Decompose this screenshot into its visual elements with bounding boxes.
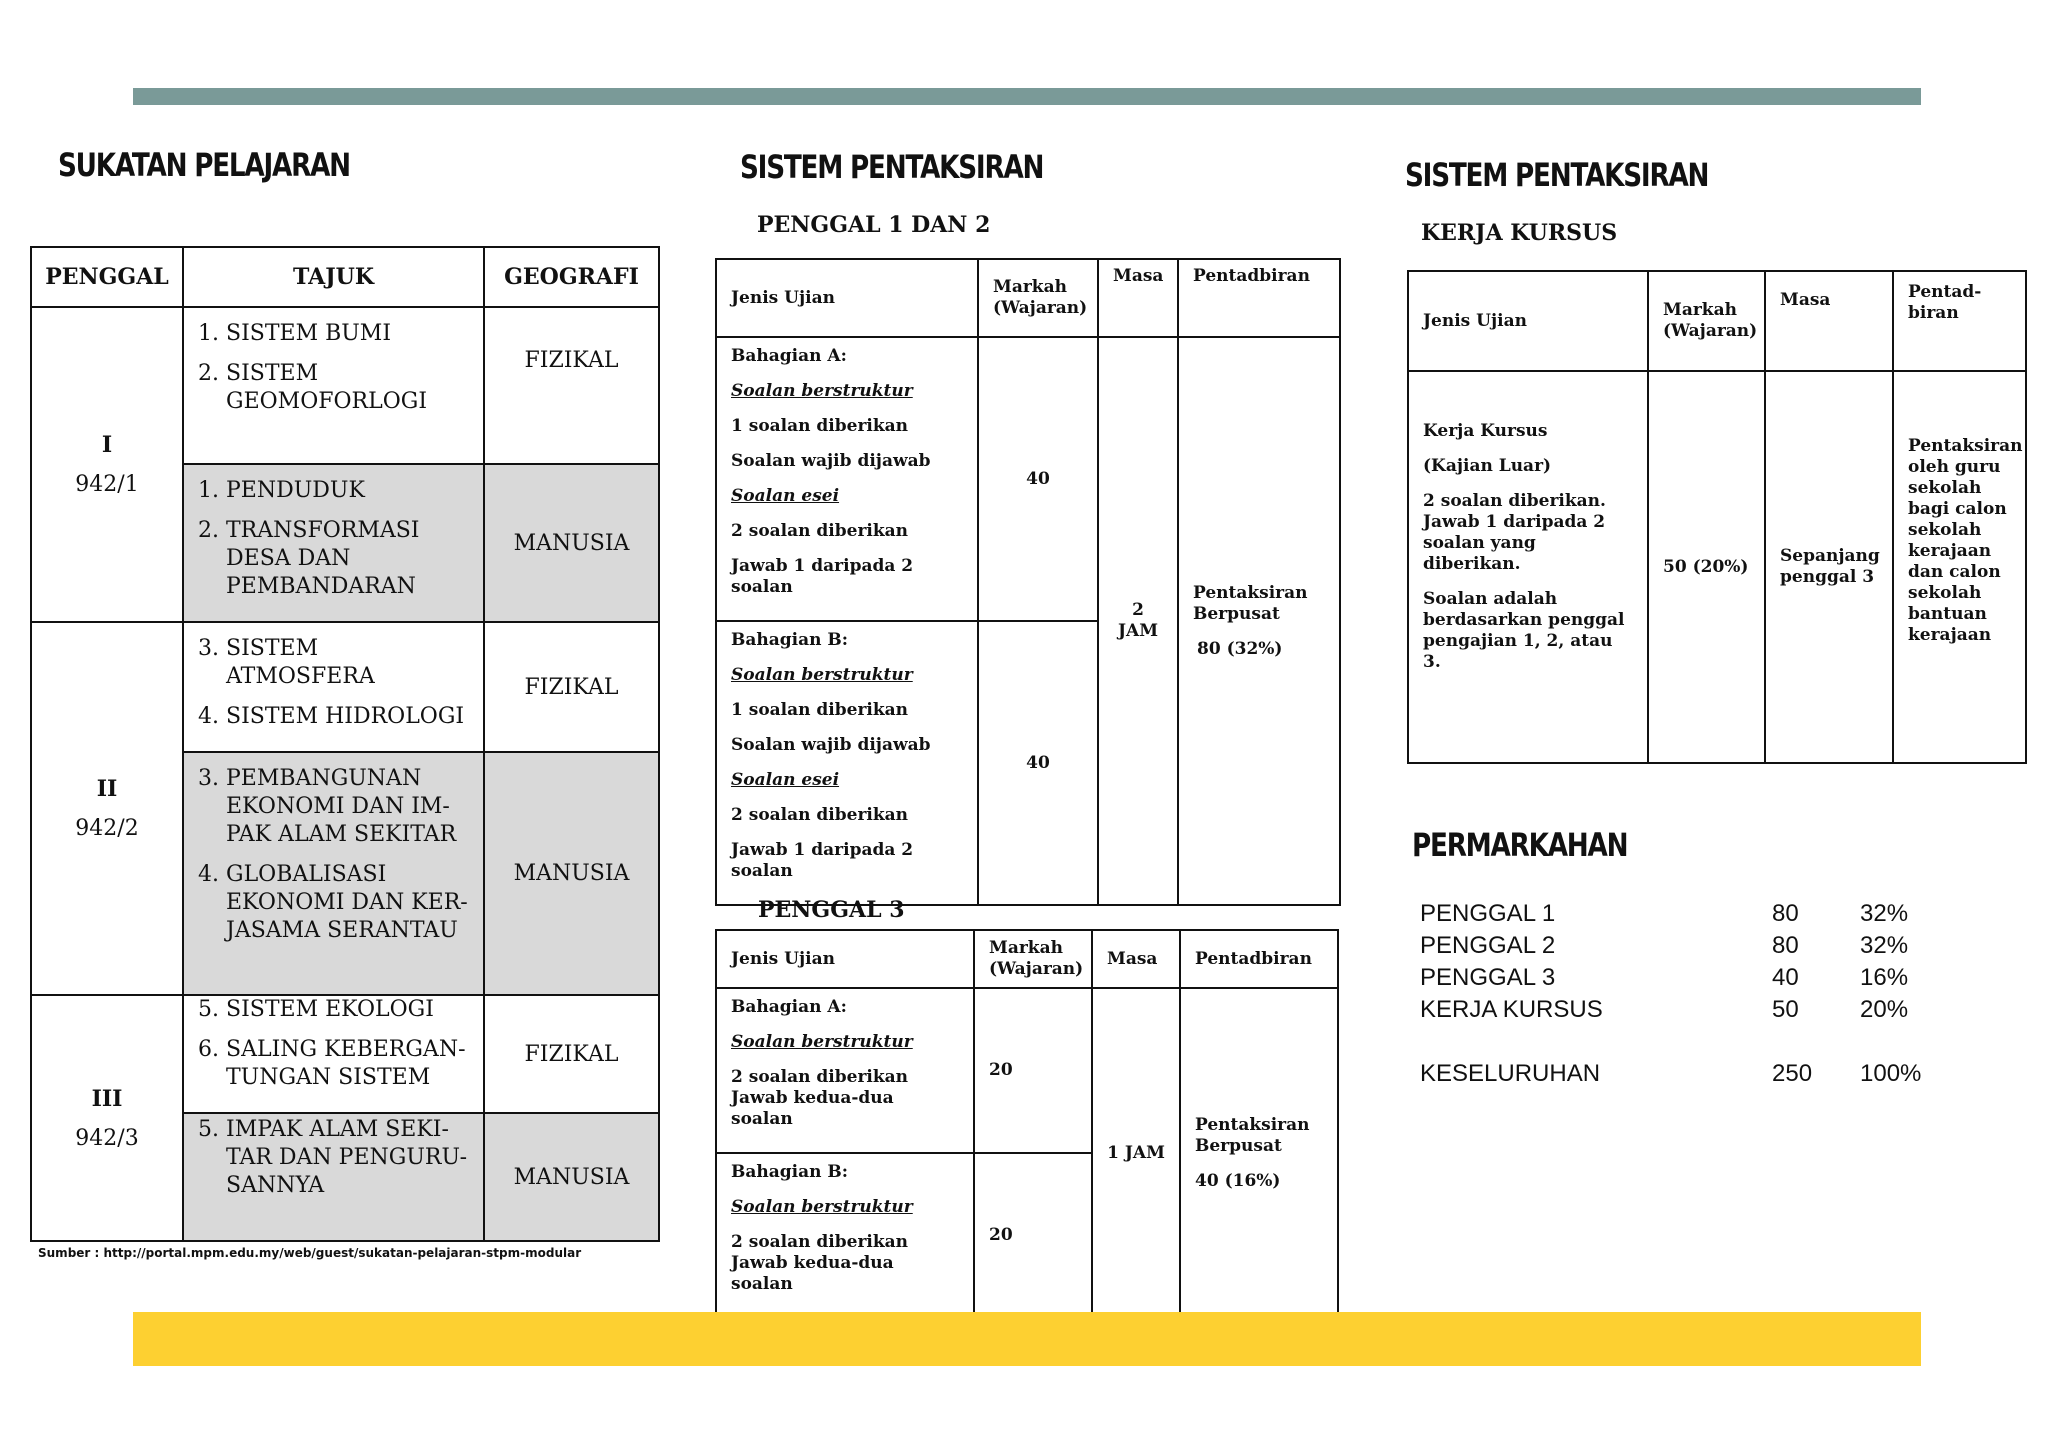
penggal12-table [715, 258, 1341, 906]
header-masa: Masa [1098, 259, 1178, 337]
term-cell [31, 995, 183, 1241]
sukatan-table [30, 246, 660, 1242]
topic-item: 4. SISTEM HIDROLOGI [198, 704, 465, 729]
table-row [716, 988, 1338, 1153]
bottom-accent-bar [133, 1312, 1921, 1366]
bahagian-a-cell: Bahagian A: Soalan berstruktur 1 soalan diberikan Soalan wajib dijawab Soalan esei 2 soalan diberikan Jawab 1 daripada 2 soalan [716, 337, 978, 621]
header-markah: Markah (Wajaran) [974, 930, 1092, 988]
penggal3-table [715, 929, 1339, 1319]
term-row [31, 307, 659, 464]
pentaksiran-title: SISTEM PENTAKSIRAN [740, 148, 1044, 186]
topic-item: 1. SISTEM BUMI [198, 321, 392, 346]
kerja-kursus-table [1407, 270, 2027, 764]
table-row [1408, 371, 2026, 763]
topic-item: 6. SALING KEBERGAN-TUNGAN SISTEM [198, 1037, 466, 1090]
top-accent-bar [133, 88, 1921, 105]
permarkahan-title: PERMARKAHAN [1412, 826, 1628, 864]
table-header-row [1408, 271, 2026, 371]
term-cell [31, 622, 183, 995]
header-markah: Markah (Wajaran) [1648, 271, 1765, 371]
header-pentadbiran: Pentadbiran [1178, 259, 1340, 337]
masa-cell: Sepanjang penggal 3 [1765, 371, 1893, 763]
header-pentadbiran: Pentadbiran [1180, 930, 1338, 988]
topics-cell [183, 622, 484, 752]
topic-item: 2. SISTEM GEOMOFORLOGI [198, 361, 428, 414]
topics-cell [183, 464, 484, 622]
term-cell [31, 307, 183, 622]
markah-a-cell: 20 [974, 988, 1092, 1153]
topic-item: 4. GLOBALISASI EKONOMI DAN KER-JASAMA SERANTAU [198, 862, 468, 943]
term-code: 942/2 [75, 816, 139, 841]
pentadbiran-cell: Pentaksiran Berpusat 40 (16%) [1180, 988, 1338, 1318]
term-row [31, 995, 659, 1113]
table-row [716, 337, 1340, 621]
header-pentadbiran: Pentad-biran [1893, 271, 2026, 371]
jenis-cell: Kerja Kursus (Kajian Luar) 2 soalan diberikan. Jawab 1 daripada 2 soalan yang diberikan. Soalan adalah berdasarkan penggal pengajian 1, 2, atau 3. [1408, 371, 1648, 763]
header-jenis: Jenis Ujian [1408, 271, 1648, 371]
geo-cell: MANUSIA [484, 1113, 659, 1241]
term-roman: III [91, 1085, 123, 1112]
topic-item: 5. IMPAK ALAM SEKI-TAR DAN PENGURU-SANNYA [198, 1117, 468, 1198]
term-code: 942/3 [75, 1125, 139, 1151]
header-jenis: Jenis Ujian [716, 259, 978, 337]
markah-b-cell: 20 [974, 1153, 1092, 1318]
bahagian-b-cell: Bahagian B: Soalan berstruktur 1 soalan diberikan Soalan wajib dijawab Soalan esei 2 soalan diberikan Jawab 1 daripada 2 soalan [716, 621, 978, 905]
header-masa: Masa [1092, 930, 1180, 988]
pentaksiran-kk-title: SISTEM PENTAKSIRAN [1405, 156, 1709, 194]
sukatan-title: SUKATAN PELAJARAN [58, 146, 350, 184]
term-roman: I [101, 432, 113, 458]
topic-item: 3. SISTEM ATMOSFERA [198, 636, 375, 689]
geo-cell: FIZIKAL [484, 995, 659, 1113]
penggal12-subtitle: PENGGAL 1 DAN 2 [757, 212, 991, 238]
topic-item: 2. TRANSFORMASI DESA DAN PEMBANDARAN [198, 518, 420, 599]
geo-cell: FIZIKAL [484, 622, 659, 752]
table-header-row [716, 930, 1338, 988]
topics-cell [183, 995, 484, 1113]
pentadbiran-cell: Pentaksiran Berpusat 80 (32%) [1178, 337, 1340, 905]
topics-cell [183, 1113, 484, 1241]
header-penggal: PENGGAL [31, 247, 183, 307]
topic-item: 1. PENDUDUK [198, 478, 365, 503]
penggal3-subtitle: PENGGAL 3 [758, 897, 905, 923]
pentadbiran-cell: Pentaksiran oleh guru sekolah bagi calon sekolah kerajaan dan calon sekolah bantuan kerajaan [1893, 371, 2026, 763]
header-geografi: GEOGRAFI [484, 247, 659, 307]
markah-b-cell: 40 [978, 621, 1098, 905]
header-markah: Markah (Wajaran) [978, 259, 1098, 337]
markah-cell: 50 (20%) [1648, 371, 1765, 763]
masa-cell: 2 JAM [1098, 337, 1178, 905]
bahagian-a-cell: Bahagian A: Soalan berstruktur 2 soalan diberikan Jawab kedua-dua soalan [716, 988, 974, 1153]
bahagian-b-cell: Bahagian B: Soalan berstruktur 2 soalan diberikan Jawab kedua-dua soalan [716, 1153, 974, 1318]
markah-a-cell: 40 [978, 337, 1098, 621]
geo-cell: MANUSIA [484, 752, 659, 995]
geo-cell: MANUSIA [484, 464, 659, 622]
kerja-kursus-subtitle: KERJA KURSUS [1421, 220, 1618, 246]
topic-item: 5. SISTEM EKOLOGI [198, 997, 434, 1022]
sukatan-header-row [31, 247, 659, 307]
term-roman: II [96, 776, 118, 802]
table-header-row [716, 259, 1340, 337]
term-code: 942/1 [75, 472, 139, 497]
source-note: Sumber : http://portal.mpm.edu.my/web/guest/sukatan-pelajaran-stpm-modular [38, 1246, 582, 1260]
masa-cell: 1 JAM [1092, 988, 1180, 1318]
header-masa: Masa [1765, 271, 1893, 371]
geo-cell: FIZIKAL [484, 307, 659, 464]
topics-cell [183, 307, 484, 464]
term-row [31, 622, 659, 752]
header-jenis: Jenis Ujian [716, 930, 974, 988]
header-tajuk: TAJUK [183, 247, 484, 307]
topic-item: 3. PEMBANGUNAN EKONOMI DAN IM-PAK ALAM SEKITAR [198, 766, 457, 847]
topics-cell [183, 752, 484, 995]
